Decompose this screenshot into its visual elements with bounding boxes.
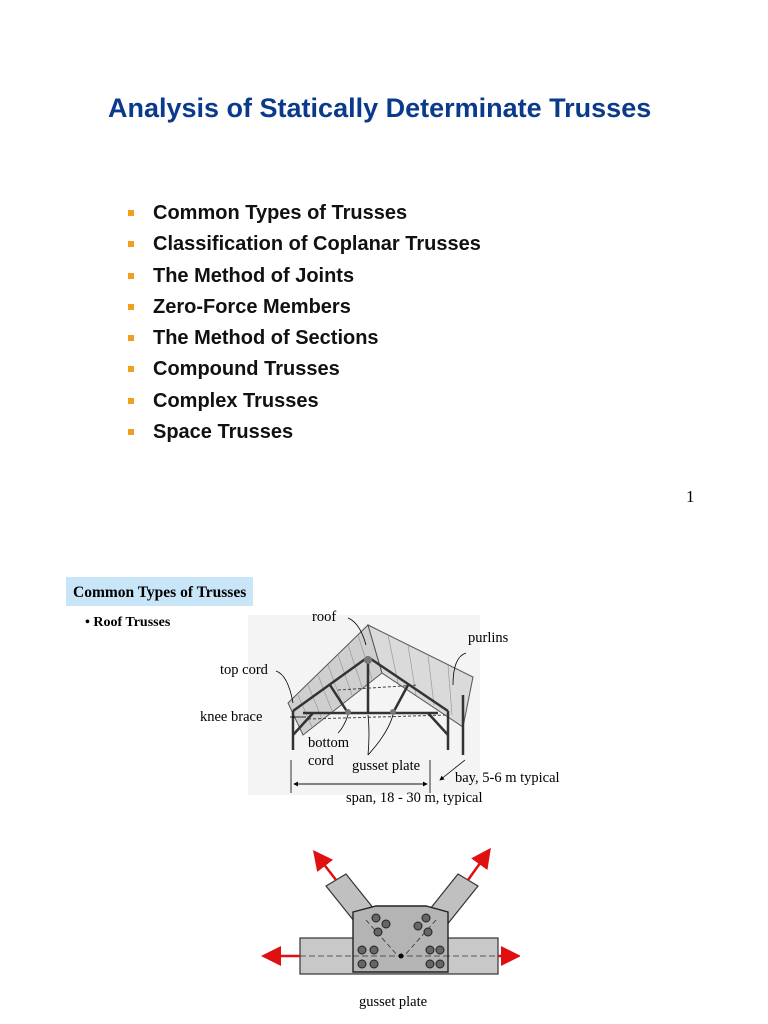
topic-list xyxy=(128,199,481,449)
label-bottom: bottom xyxy=(308,735,350,751)
list-item xyxy=(128,324,481,355)
page-title: Analysis of Statically Determinate Trusses xyxy=(108,93,652,123)
list-item-label: Complex Trusses xyxy=(153,389,319,412)
gusset-plate-illustration xyxy=(258,840,520,980)
gusset-plate-caption: gusset plate xyxy=(359,994,428,1010)
list-item xyxy=(128,418,481,449)
list-item-label: Space Trusses xyxy=(153,421,294,444)
label-purlins: purlins xyxy=(468,630,509,646)
list-item xyxy=(128,355,481,386)
list-item xyxy=(128,230,481,261)
list-item-label: The Method of Joints xyxy=(153,264,355,287)
list-item-label: Zero-Force Members xyxy=(153,295,351,318)
label-top-cord: top cord xyxy=(220,662,268,678)
label-bay: bay, 5-6 m typical xyxy=(455,770,560,786)
label-span: span, 18 - 30 m, typical xyxy=(346,790,483,806)
square-bullet-icon xyxy=(128,241,134,247)
square-bullet-icon xyxy=(128,398,134,404)
square-bullet-icon xyxy=(128,366,134,372)
list-item xyxy=(128,199,481,230)
list-item xyxy=(128,293,481,324)
label-gusset-plate: gusset plate xyxy=(352,758,421,774)
square-bullet-icon xyxy=(128,304,134,310)
square-bullet-icon xyxy=(128,273,134,279)
list-item xyxy=(128,387,481,418)
square-bullet-icon xyxy=(128,429,134,435)
list-item-label: The Method of Sections xyxy=(153,327,379,350)
label-roof: roof xyxy=(312,609,337,625)
page-number: 1 xyxy=(686,487,695,506)
label-knee-brace: knee brace xyxy=(200,709,263,725)
label-cord: cord xyxy=(308,753,334,769)
section-heading: Common Types of Trusses xyxy=(66,577,253,606)
list-item-label: Classification of Coplanar Trusses xyxy=(153,233,481,256)
bullet-roof-trusses: • Roof Trusses xyxy=(85,615,171,630)
square-bullet-icon xyxy=(128,210,134,216)
dimension-lines xyxy=(280,755,480,800)
list-item-label: Common Types of Trusses xyxy=(153,202,408,224)
square-bullet-icon xyxy=(128,335,134,341)
list-item-label: Compound Trusses xyxy=(153,358,340,381)
list-item xyxy=(128,262,481,293)
